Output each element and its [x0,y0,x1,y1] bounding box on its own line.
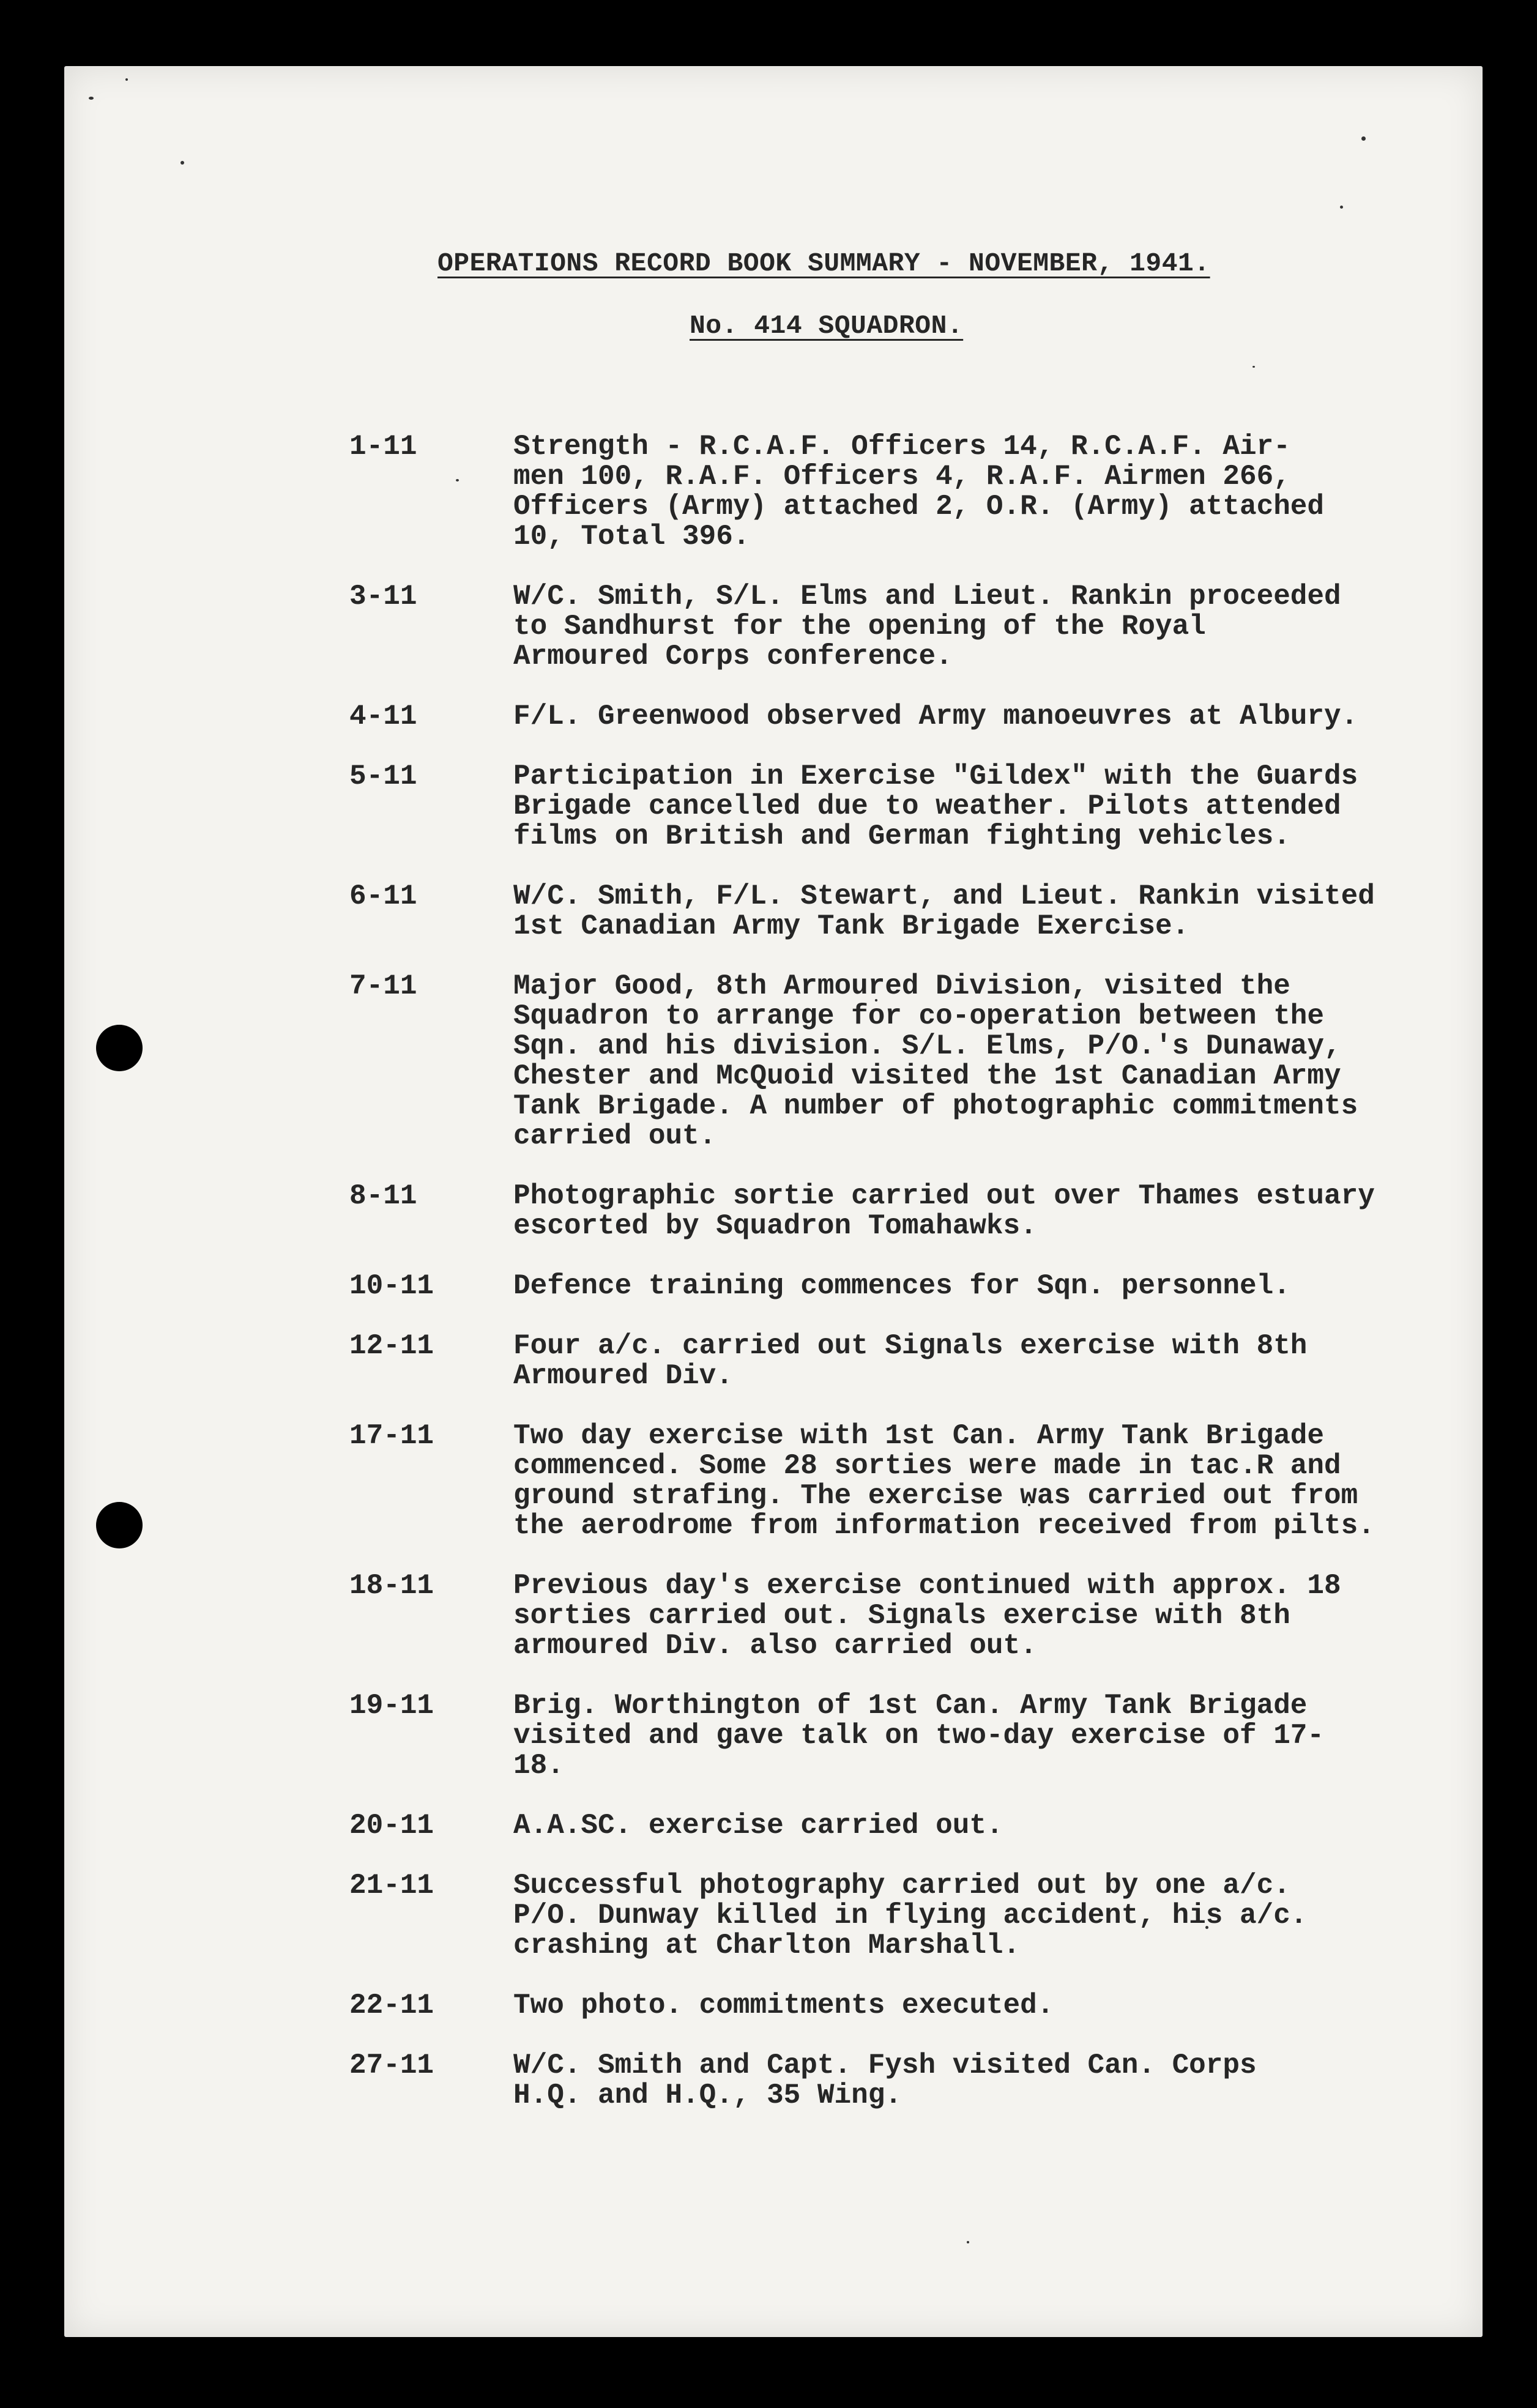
entry-text [513,702,1358,732]
entry-text-line: Participation in Exercise "Gildex" with the Guards [513,760,1358,792]
entry-text-line: W/C. Smith, S/L. Elms and Lieut. Rankin proceeded [513,581,1341,612]
entry-row [349,1331,1451,1391]
entry-text [513,2051,1257,2111]
entry-date: 3-11 [349,581,417,612]
entry-row [349,1181,1451,1241]
entry-text [513,432,1324,552]
entries-list [349,432,1451,2141]
entry-text-line: to Sandhurst for the opening of the Royal [513,611,1206,642]
entry-row [349,762,1451,852]
entry-text-line: Two day exercise with 1st Can. Army Tank Brigade [513,1420,1325,1452]
entry-text-line: films on British and German fighting vehicles. [513,820,1290,852]
entry-text-line: Defence training commences for Sqn. personnel. [513,1270,1290,1302]
entry-text-line: Two photo. commitments executed. [513,1990,1054,2021]
entry-text-line: 1st Canadian Army Tank Brigade Exercise. [513,910,1189,942]
entry-row [349,432,1451,552]
entry-date: 18-11 [349,1570,434,1602]
entry-date: 4-11 [349,700,417,732]
entry-text [513,1691,1324,1781]
entry-date: 17-11 [349,1420,434,1452]
entry-text-line: the aerodrome from information received from pilts. [513,1510,1375,1542]
entry-date: 21-11 [349,1870,434,1901]
entry-text [513,1331,1307,1391]
entry-row [349,2051,1451,2111]
entry-text-line: 10, Total 396. [513,521,750,552]
entry-date: 12-11 [349,1330,434,1362]
entry-text-line: ground strafing. The exercise was carried out from [513,1480,1358,1512]
entry-text-line: 18. [513,1750,564,1782]
entry-text-line: Tank Brigade. A number of photographic commitments [513,1090,1358,1122]
entry-text-line: Officers (Army) attached 2, O.R. (Army) attached [513,491,1325,522]
entry-text-line: F/L. Greenwood observed Army manoeuvres at Albury. [513,700,1358,732]
entry-date: 6-11 [349,880,417,912]
entry-text-line: Major Good, 8th Armoured Division, visited the [513,970,1290,1002]
entry-text-line: H.Q. and H.Q., 35 Wing. [513,2079,902,2111]
punch-hole-bottom [96,1502,143,1548]
entry-text-line: Squadron to arrange for co-operation between the [513,1000,1325,1032]
entry-date: 19-11 [349,1690,434,1722]
entry-date: 20-11 [349,1810,434,1841]
entry-text [513,1571,1341,1661]
entry-text [513,1811,1003,1841]
entry-date: 8-11 [349,1180,417,1212]
document-subtitle: No. 414 SQUADRON. [690,311,964,341]
entry-text-line: visited and gave talk on two-day exercise of 17- [513,1720,1325,1752]
punch-hole-top [96,1025,143,1071]
entry-text-line: men 100, R.A.F. Officers 4, R.A.F. Airmen 266, [513,461,1290,492]
entry-date: 1-11 [349,431,417,463]
entry-date: 27-11 [349,2049,434,2081]
entry-text-line: carried out. [513,1120,716,1152]
entry-text-line: Armoured Div. [513,1360,733,1392]
entry-text-line: commenced. Some 28 sorties were made in tac.R and [513,1450,1341,1482]
entry-row [349,1811,1451,1841]
entry-date: 5-11 [349,760,417,792]
entry-text [513,1991,1054,2021]
entry-text-line: W/C. Smith, F/L. Stewart, and Lieut. Rankin visited [513,880,1375,912]
entry-text-line: Photographic sortie carried out over Thames estuary [513,1180,1375,1212]
entry-text-line: W/C. Smith and Capt. Fysh visited Can. Corps [513,2049,1257,2081]
entry-text [513,882,1375,942]
entry-text-line: Strength - R.C.A.F. Officers 14, R.C.A.F. Air- [513,431,1290,463]
entry-text-line: Chester and McQuoid visited the 1st Canadian Army [513,1060,1341,1092]
entry-text-line: Previous day's exercise continued with approx. 18 [513,1570,1341,1602]
entry-date: 22-11 [349,1990,434,2021]
entry-text-line: Brig. Worthington of 1st Can. Army Tank Brigade [513,1690,1308,1722]
entry-row [349,1991,1451,2021]
entry-text-line: Sqn. and his division. S/L. Elms, P/O.'s Dunaway, [513,1030,1341,1062]
entry-text-line: escorted by Squadron Tomahawks. [513,1210,1037,1242]
document-page [64,66,1483,2337]
entry-text-line: Armoured Corps conference. [513,641,953,672]
entry-row [349,1871,1451,1961]
entry-text [513,762,1358,852]
entry-text-line: armoured Div. also carried out. [513,1630,1037,1662]
entry-text [513,1871,1307,1961]
entry-text [513,1421,1375,1541]
entry-text-line: A.A.SC. exercise carried out. [513,1810,1003,1841]
entry-text-line: Successful photography carried out by one a/c. [513,1870,1290,1901]
entry-text-line: Brigade cancelled due to weather. Pilots attended [513,790,1341,822]
entry-text-line: Four a/c. carried out Signals exercise with 8th [513,1330,1308,1362]
entry-text-line: crashing at Charlton Marshall. [513,1930,1021,1961]
entry-text [513,582,1341,672]
entry-row [349,1571,1451,1661]
entry-text [513,1271,1290,1301]
entry-row [349,972,1451,1151]
document-title: OPERATIONS RECORD BOOK SUMMARY - NOVEMBER, 1941. [437,248,1210,278]
entry-text-line: P/O. Dunway killed in flying accident, his a/c. [513,1900,1308,1931]
entry-text-line: sorties carried out. Signals exercise with 8th [513,1600,1290,1632]
entry-text [513,972,1358,1151]
entry-row [349,882,1451,942]
entry-row [349,582,1451,672]
entry-row [349,1421,1451,1541]
entry-row [349,1271,1451,1301]
entry-date: 10-11 [349,1270,434,1302]
entry-row [349,1691,1451,1781]
entry-text [513,1181,1375,1241]
entry-date: 7-11 [349,970,417,1002]
entry-row [349,702,1451,732]
